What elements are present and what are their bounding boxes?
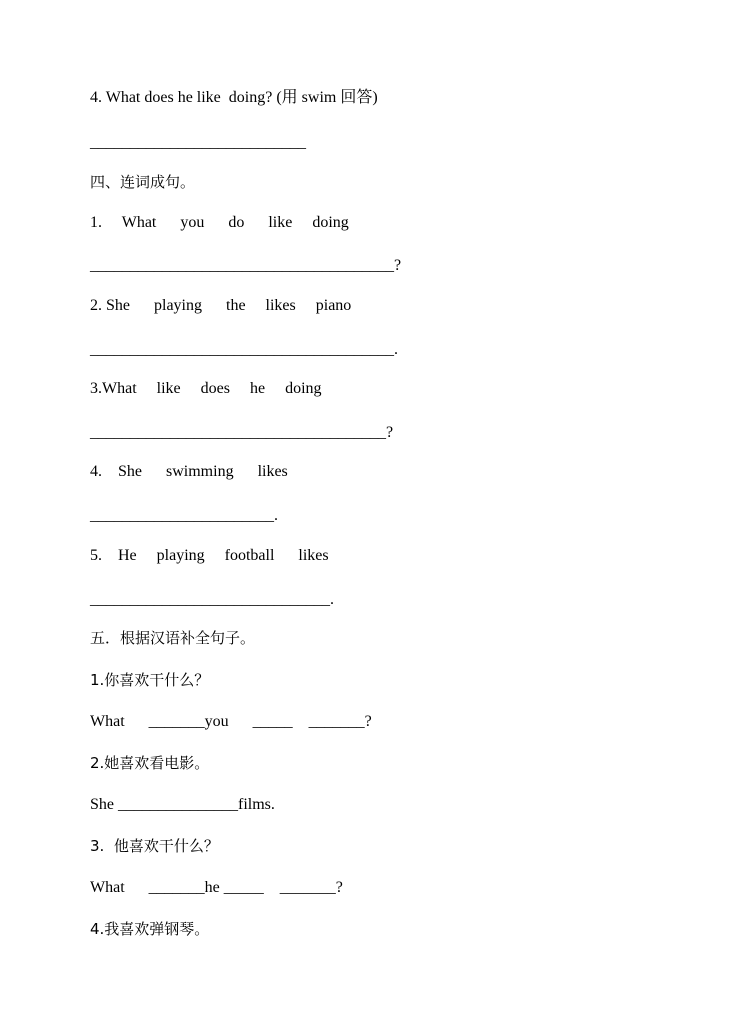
- translation-answer-3: What _______he _____ _______?: [90, 879, 343, 896]
- word-order-item-4: 4. She swimming likes: [90, 463, 288, 480]
- translation-prompt-1: 1.你喜欢干什么？: [90, 671, 210, 689]
- word-order-item-1: 1. What you do like doing: [90, 214, 349, 231]
- word-order-item-3: 3.What like does he doing: [90, 380, 322, 397]
- answer-blank-item-1: ______________________________________?: [90, 257, 402, 274]
- translation-prompt-3: 3. 他喜欢干什么？: [90, 837, 219, 855]
- answer-blank-item-2: ______________________________________.: [90, 341, 398, 358]
- translation-prompt-2: 2.她喜欢看电影。: [90, 754, 210, 772]
- translation-answer-2: She _______________films.: [90, 796, 275, 813]
- answer-blank-item-3: _____________________________________?: [90, 424, 394, 441]
- word-order-item-2: 2. She playing the likes piano: [90, 297, 352, 314]
- answer-blank-item-4: _______________________.: [90, 507, 278, 524]
- question-4-swim: 4. What does he like doing? (用 swim 回答): [90, 89, 378, 106]
- answer-blank-item-5: ______________________________.: [90, 591, 334, 608]
- section-four-heading: 四、连词成句。: [90, 173, 196, 191]
- section-five-heading: 五．根据汉语补全句子。: [90, 629, 256, 647]
- answer-blank-4: ___________________________: [90, 134, 306, 151]
- translation-answer-1: What _______you _____ _______?: [90, 713, 372, 730]
- word-order-item-5: 5. He playing football likes: [90, 547, 329, 564]
- translation-prompt-4: 4.我喜欢弹钢琴。: [90, 920, 210, 938]
